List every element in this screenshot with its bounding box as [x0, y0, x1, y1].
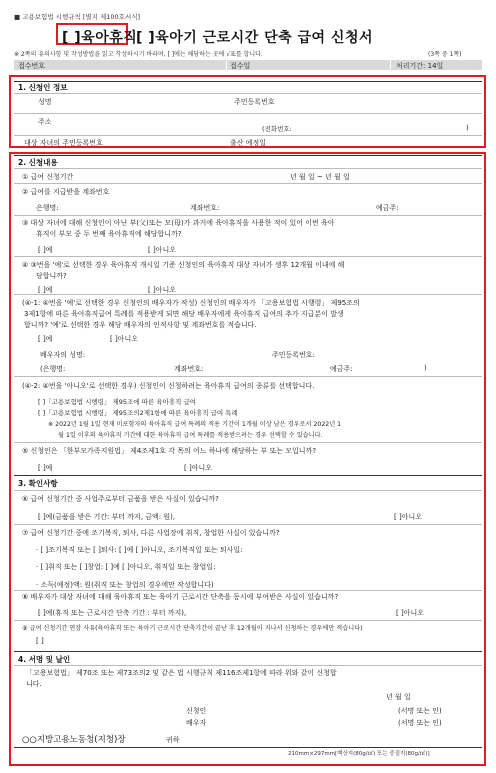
q4-2-note1: ※ 2022년 1월 1일 현재 미포함자의 육아휴직 급여 특례의 적용 기간이 1개월 이상 남은 경우로서 2022년 1	[48, 421, 342, 428]
q6-no-checkbox[interactable]: [ ]아니오	[394, 513, 422, 521]
phone-label: (전화번호:	[262, 125, 292, 133]
q4-1-line2: 3제1항에 따른 육아휴직급여 특례를 적용받게 되면 해당 배우자에게 육아휴직 급여의 추가 지급분이 발생	[24, 310, 344, 318]
labor-office: ○○지방고용노동청(지청)장	[22, 735, 126, 745]
paper-spec: 210mm×297mm[백상지(80g/㎡) 또는 중질지(80g/㎡)]	[288, 751, 430, 757]
q4-1-yes-checkbox[interactable]: [ ]예	[38, 335, 53, 343]
q7-option-return[interactable]: · [ ]조기복직 또는 [ ]퇴사: [ ]예 [ ]아니오, 조기복직일 또는 퇴사일:	[36, 546, 243, 554]
q4-line2: 당합니까?	[36, 272, 67, 280]
address-label: 주소	[38, 118, 52, 126]
q8-spouse-leave: ⑧ 배우자가 대상 자녀에 대해 육아휴직 또는 육아기 근로시간 단축을 동시에 부여받은 사실이 있습니까?	[22, 593, 339, 601]
child-rrn-label: 대상 자녀의 주민등록번호	[24, 139, 103, 147]
q7-option-job[interactable]: · [ ]취직 또는 [ ]창업: [ ]예 [ ]아니오, 취직일 또는 창업일:	[36, 563, 216, 571]
spouse-account-label: 계좌번호:	[174, 365, 204, 373]
page-indicator: (3쪽 중 1쪽)	[428, 51, 462, 58]
account-label: 계좌번호:	[190, 204, 220, 212]
q4-no-checkbox[interactable]: [ ]아니오	[148, 286, 176, 294]
spouse-close: )	[424, 364, 427, 372]
section4-title: 4. 서명 및 날인	[18, 655, 71, 664]
title-reduced-hours: [ ]육아기 근로시간 단축 급여 신청서	[136, 30, 374, 46]
due-date-label: 출산 예정일	[230, 139, 267, 147]
section2-title: 2. 신청내용	[18, 158, 58, 167]
q1-period: ① 급여 신청기간	[22, 173, 74, 181]
legal-statement: 「고용보험법」 제70조 또는 제73조의2 및 같은 법 시행규칙 제116조제1항에 따라 위와 같이 신청합	[26, 669, 337, 677]
q6-payment: ⑥ 급여 신청기간 중 사업주로부터 금품을 받은 사실이 있습니까?	[22, 495, 219, 503]
q4-2-note2: 월 1일 이후의 육아휴직 기간에 대한 육아휴직 급여 특례를 적용받으려는 경우 선택할 수 있습니다.	[58, 432, 323, 439]
processing-period: 처리기간: 14일	[396, 62, 444, 70]
instruction-note: ※ 2쪽의 유의사항 및 작성방법을 읽고 작성하시기 바라며, [ ]에는 해당하는 곳에 √표를 합니다.	[14, 51, 263, 58]
q7-employment: ⑦ 급여 신청기간 중에 조기복직, 퇴사, 다른 사업장에 취직, 창업한 사실이 있습니까?	[22, 529, 280, 537]
addressee: 귀하	[166, 736, 180, 744]
q9-reason-field[interactable]: [ ]	[36, 637, 44, 645]
spouse-bank-label: (은행명:	[40, 365, 66, 373]
q3-yes-checkbox[interactable]: [ ]예	[38, 246, 53, 254]
q2-account: ② 급여를 지급받을 계좌번호	[22, 188, 110, 196]
q5-single-parent: ⑤ 신청인은 「한부모가족지원법」 제4조제1호 각 목의 어느 하나에 해당하는 부 또는 모입니까?	[22, 447, 317, 455]
q5-yes-checkbox[interactable]: [ ]예	[38, 464, 53, 472]
spouse-rrn-label: 주민등록번호:	[272, 351, 315, 359]
sign-date: 년 월 일	[386, 693, 411, 701]
spouse-label: 배우자	[186, 719, 207, 727]
title-parental-leave: [ ]육아휴직	[62, 30, 138, 46]
legal-statement-end: 니다.	[26, 680, 42, 688]
applicant-label: 신청인	[186, 707, 207, 715]
q4-1-line3: 합니까? '예'로 선택한 경우 해당 배우자의 인적사항 및 계좌번호를 적습니다.	[24, 321, 257, 329]
q3-no-checkbox[interactable]: [ ]아니오	[148, 246, 176, 254]
spouse-name-label: 배우자의 성명:	[40, 351, 86, 359]
bank-label: 은행명:	[36, 204, 59, 212]
section3-title: 3. 확인사항	[18, 479, 58, 488]
q4-1-line1: (④-1: ④번을 '예'로 선택한 경우 신청인의 배우자가 작성) 신청인의 배우자가 「고용보험법 시행령」 제95조의	[22, 299, 360, 307]
q1-dates: 년 월 일 ~ 년 월 일	[290, 173, 350, 181]
spouse-signature[interactable]: (서명 또는 인)	[398, 719, 442, 727]
q4-2-line1: (④-2: ④번을 '아니오'로 선택한 경우) 신청인이 신청하려는 육아휴직 급여의 종류를 선택합니다.	[22, 382, 315, 390]
q9-extension-reason: ⑨ 급여 신청기간 연장 사유(육아휴직 또는 육아기 근로시간 단축기간이 끝난 후 12개월이 지나서 신청하는 경우에만 적습니다)	[22, 625, 363, 632]
spouse-holder-label: 예금주:	[330, 365, 353, 373]
q8-no-checkbox[interactable]: [ ]아니오	[396, 609, 424, 617]
q8-yes-checkbox[interactable]: [ ]예(휴직 또는 근로시간 단축 기간 : 부터 까지),	[38, 609, 187, 617]
rrn-label: 주민등록번호	[234, 98, 275, 106]
q3-line1: ③ 대상 자녀에 대해 신청인이 아닌 부(父)또는 모(母)가 과거에 육아휴직을 사용한 적이 있어 이번 육아	[22, 219, 335, 227]
holder-label: 예금주:	[376, 204, 399, 212]
form-reference: ■ 고용보험법 시행규칙 [별지 제100호서식]	[14, 13, 141, 21]
name-label: 성명	[38, 98, 52, 106]
q5-no-checkbox[interactable]: [ ]아니오	[184, 464, 212, 472]
phone-close: )	[466, 124, 469, 132]
q6-yes-checkbox[interactable]: [ ]예(금품을 받은 기간: 부터 까지, 금액: 원),	[38, 513, 176, 521]
q4-2-option1[interactable]: [ ]「고용보험법 시행령」 제95조에 따른 육아휴직 급여	[38, 398, 197, 406]
receipt-no-label: 접수번호	[18, 62, 46, 70]
applicant-signature[interactable]: (서명 또는 인)	[398, 707, 442, 715]
q4-yes-checkbox[interactable]: [ ]예	[38, 286, 53, 294]
q7-income: · 소득(예정)액: 원(취직 또는 창업의 경우에만 작성합니다)	[36, 581, 214, 589]
q4-line1: ④ ③번을 '예'로 선택한 경우 육아휴직 개시일 기준 신청인의 육아휴직 대상 자녀가 생후 12개월 이내에 해	[22, 261, 345, 269]
q4-1-no-checkbox[interactable]: [ ]아니오	[110, 335, 138, 343]
receipt-date-label: 접수일	[230, 62, 251, 70]
q4-2-option2[interactable]: [ ]「고용보험법 시행령」 제95조의2제1항에 따른 육아휴직 급여 특례	[38, 409, 238, 417]
section1-title: 1. 신청인 정보	[18, 83, 68, 92]
q3-line2: 휴직이 부모 중 두 번째 육아휴직에 해당합니까?	[36, 230, 182, 238]
